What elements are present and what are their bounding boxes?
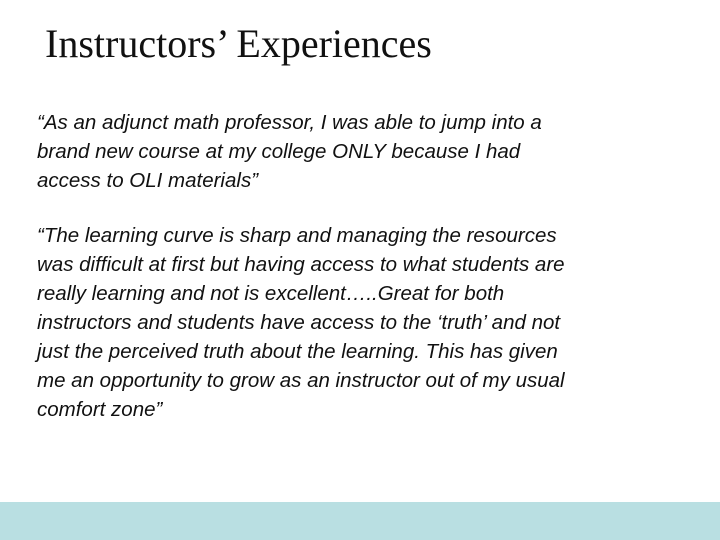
quotes-body bbox=[37, 108, 677, 424]
footer-band bbox=[0, 502, 720, 540]
quote-line: really learning and not is excellent…..Great for both bbox=[37, 282, 505, 305]
quote-line: was difficult at first but having access to what students are bbox=[37, 253, 565, 276]
quote-line: brand new course at my college ONLY because I had bbox=[37, 140, 521, 163]
slide-title: Instructors’ Experiences bbox=[45, 21, 432, 66]
quote-line: access to OLI materials” bbox=[37, 169, 259, 192]
quote-line: “As an adjunct math professor, I was able to jump into a bbox=[37, 111, 542, 134]
quote-line: me an opportunity to grow as an instructor out of my usual bbox=[37, 369, 565, 392]
quote-line: just the perceived truth about the learning. This has given bbox=[37, 340, 558, 363]
quote-adjunct-professor bbox=[37, 108, 677, 195]
quote-line: instructors and students have access to the ‘truth’ and not bbox=[37, 311, 561, 334]
quote-line: comfort zone” bbox=[37, 398, 163, 421]
quote-learning-curve bbox=[37, 221, 677, 424]
quote-line: “The learning curve is sharp and managing the resources bbox=[37, 224, 557, 247]
